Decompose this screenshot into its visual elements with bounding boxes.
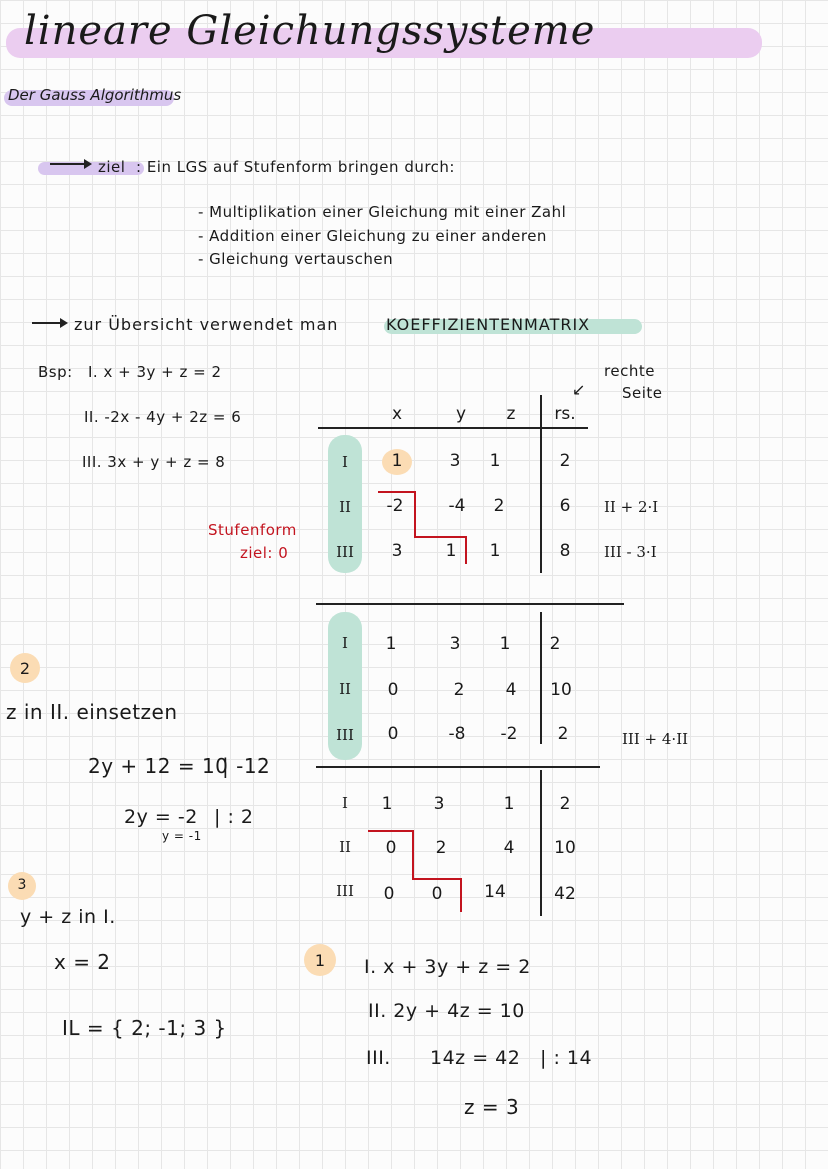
arrow-right-icon [32, 322, 66, 324]
arrow-down-left-icon: ↙ [572, 380, 586, 399]
matrix-cell: 2 [559, 794, 571, 814]
matrix-cell: 2 [453, 680, 465, 700]
matrix-cell: 3 [449, 634, 461, 654]
staircase-line [412, 830, 414, 878]
step1-eq3-op: | : 14 [540, 1047, 593, 1069]
matrix-divider-1 [540, 395, 542, 573]
step1-result: z = 3 [464, 1095, 520, 1119]
matrix-cell: -8 [448, 724, 466, 744]
matrix-cell: 1 [381, 794, 393, 814]
matrix-cell: 2 [549, 634, 561, 654]
matrix-cell: 8 [559, 541, 571, 561]
matrix-row-label: III [336, 543, 354, 561]
step-number-1: 1 [314, 951, 326, 970]
matrix-header-line [318, 427, 588, 429]
goal-item-1: - Multiplikation einer Gleichung mit einer Zahl [198, 203, 567, 221]
matrix-row-label: III [336, 726, 354, 744]
right-side-note-2: Seite [622, 384, 663, 402]
matrix-cell: 3 [433, 794, 445, 814]
stufenform-note-2: ziel: 0 [240, 544, 289, 562]
step1-eq3: 14z = 42 [430, 1047, 521, 1069]
matrix-header-rs: rs. [554, 404, 576, 424]
goal-item-2: - Addition einer Gleichung zu einer anderen [198, 227, 547, 245]
staircase-line [414, 491, 416, 537]
matrix-cell: 10 [550, 680, 572, 700]
step-number-3: 3 [17, 877, 27, 893]
step-number-2: 2 [19, 659, 31, 678]
example-eq2: II. -2x - 4y + 2z = 6 [84, 408, 242, 426]
matrix-cell: 1 [503, 794, 515, 814]
staircase-line [378, 491, 416, 493]
step3-text: y + z in I. [20, 906, 116, 928]
matrix-cell: 2 [559, 451, 571, 471]
step2-eq2-op: | : 2 [214, 806, 254, 828]
matrix-cell: 0 [385, 838, 397, 858]
matrix-cell: 3 [449, 451, 461, 471]
matrix-row-label: II [339, 498, 351, 516]
matrix-cell: -2 [386, 496, 404, 516]
matrix-row-label: III [336, 882, 354, 900]
matrix-cell: 1 [445, 541, 457, 561]
matrix-cell: -2 [500, 724, 518, 744]
matrix-cell: 4 [505, 680, 517, 700]
example-label: Bsp: [38, 363, 73, 381]
matrix-cell: 0 [387, 724, 399, 744]
example-eq3: III. 3x + y + z = 8 [82, 453, 226, 471]
matrix-cell: 1 [499, 634, 511, 654]
matrix-row-label: I [342, 453, 348, 471]
step2-text: z in II. einsetzen [6, 700, 178, 724]
goal-label: ziel [98, 158, 126, 176]
stufenform-note-1: Stufenform [208, 521, 297, 539]
matrix-divider-3 [540, 770, 542, 916]
staircase-line [412, 878, 462, 880]
matrix-cell: 0 [431, 884, 443, 904]
matrix-header-y: y [455, 404, 467, 424]
matrix-row-label: I [342, 794, 348, 812]
matrix-cell: 42 [554, 884, 576, 904]
step2-eq2: 2y = -2 [124, 806, 198, 828]
matrix-cell: 2 [493, 496, 505, 516]
right-side-note-1: rechte [604, 362, 655, 380]
matrix-cell: 0 [383, 884, 395, 904]
matrix-row-label: II [339, 680, 351, 698]
matrix-header-x: x [391, 404, 403, 424]
row-operation: II + 2·I [604, 498, 659, 516]
overview-text: zur Übersicht verwendet man [74, 315, 339, 334]
step2-result: y = -1 [162, 829, 202, 843]
matrix-separator-2 [316, 766, 600, 768]
staircase-line [368, 830, 414, 832]
step1-eq3-label: III. [366, 1047, 391, 1069]
solution-set: IL = { 2; -1; 3 } [62, 1016, 227, 1040]
matrix-divider-2 [540, 612, 542, 744]
row-operation: III + 4·II [622, 730, 689, 748]
matrix-cell: 1 [385, 634, 397, 654]
goal-text: : Ein LGS auf Stufenform bringen durch: [136, 158, 455, 176]
matrix-row-label: II [339, 838, 351, 856]
matrix-cell: 1 [489, 451, 501, 471]
matrix-cell: 4 [503, 838, 515, 858]
step2-eq1-op: | -12 [222, 754, 271, 778]
matrix-cell: 2 [435, 838, 447, 858]
goal-item-3: - Gleichung vertauschen [198, 250, 394, 268]
matrix-cell: 1 [391, 451, 403, 471]
step1-eq2: II. 2y + 4z = 10 [368, 1000, 525, 1022]
matrix-cell: 14 [484, 882, 506, 902]
page-subtitle: Der Gauss Algorithmus [8, 86, 182, 104]
overview-highlight: KOEFFIZIENTENMATRIX [386, 315, 591, 334]
matrix-cell: 6 [559, 496, 571, 516]
matrix-cell: 10 [554, 838, 576, 858]
page-title: lineare Gleichungssysteme [24, 8, 596, 54]
staircase-line [460, 878, 462, 912]
matrix-cell: 1 [489, 541, 501, 561]
matrix-header-z: z [506, 404, 516, 424]
example-eq1: I. x + 3y + z = 2 [88, 363, 222, 381]
matrix-cell: 2 [557, 724, 569, 744]
step3-result: x = 2 [54, 950, 111, 974]
matrix-cell: -4 [448, 496, 466, 516]
matrix-row-label: I [342, 634, 348, 652]
row-operation: III - 3·I [604, 543, 657, 561]
staircase-line [414, 536, 466, 538]
matrix-separator-1 [316, 603, 624, 605]
matrix-cell: 0 [387, 680, 399, 700]
matrix-cell: 3 [391, 541, 403, 561]
step2-eq1: 2y + 12 = 10 [88, 754, 229, 778]
step1-eq1: I. x + 3y + z = 2 [364, 956, 531, 978]
arrow-right-icon [50, 163, 90, 165]
